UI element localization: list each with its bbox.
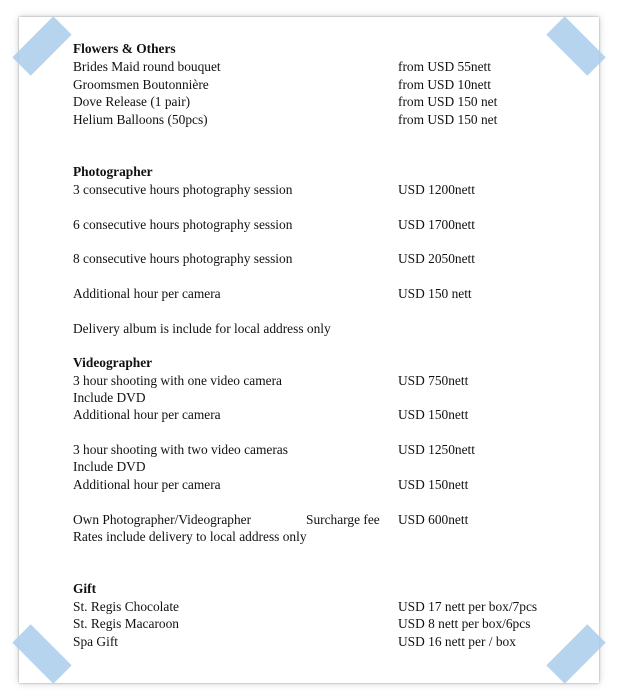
item-price: USD 1250nett (398, 442, 475, 457)
item-name: Additional hour per camera (73, 477, 221, 492)
item-price: USD 150nett (398, 407, 469, 422)
item-price: USD 600nett (398, 512, 469, 527)
section-heading-gift: Gift (73, 581, 97, 596)
item-price: USD 16 nett per / box (398, 634, 516, 649)
item-name: Own Photographer/Videographer (73, 512, 252, 527)
item-price: USD 1200nett (398, 182, 475, 197)
videographer-note: Rates include delivery to local address only (73, 529, 307, 544)
item-price: from USD 55nett (398, 59, 491, 74)
surcharge-label: Surcharge fee (306, 512, 380, 527)
item-price: from USD 150 net (398, 94, 498, 109)
item-price: USD 1700nett (398, 217, 475, 232)
item-price: USD 150nett (398, 477, 469, 492)
section-heading-videographer: Videographer (73, 355, 153, 370)
item-price: USD 17 nett per box/7pcs (398, 599, 538, 614)
item-name: Helium Balloons (50pcs) (73, 112, 208, 127)
item-name: St. Regis Macaroon (73, 616, 179, 631)
item-price: from USD 10nett (398, 77, 491, 92)
section-heading-photographer: Photographer (73, 164, 153, 179)
item-price: USD 150 nett (398, 286, 472, 301)
item-subnote: Include DVD (73, 459, 146, 474)
item-price: USD 8 nett per box/6pcs (398, 616, 531, 631)
item-name: 3 hour shooting with two video cameras (73, 442, 288, 457)
item-name: Spa Gift (73, 634, 119, 649)
item-name: Dove Release (1 pair) (73, 94, 191, 109)
item-name: Additional hour per camera (73, 286, 221, 301)
item-name: St. Regis Chocolate (73, 599, 180, 614)
item-subnote: Include DVD (73, 390, 146, 405)
item-name: Brides Maid round bouquet (73, 59, 221, 74)
photographer-note: Delivery album is include for local address only (73, 321, 331, 336)
item-price: from USD 150 net (398, 112, 498, 127)
item-price: USD 2050nett (398, 251, 475, 266)
item-name: 3 hour shooting with one video camera (73, 373, 282, 388)
tape-corner-bottom-right (546, 624, 605, 683)
tape-corner-top-left (12, 16, 71, 75)
tape-corner-bottom-left (12, 624, 71, 683)
item-name: 8 consecutive hours photography session (73, 251, 293, 266)
item-name: 3 consecutive hours photography session (73, 182, 293, 197)
tape-corner-top-right (546, 16, 605, 75)
section-heading-flowers: Flowers & Others (73, 41, 176, 56)
item-price: USD 750nett (398, 373, 469, 388)
item-name: Groomsmen Boutonnière (73, 77, 209, 92)
item-name: Additional hour per camera (73, 407, 221, 422)
item-name: 6 consecutive hours photography session (73, 217, 293, 232)
